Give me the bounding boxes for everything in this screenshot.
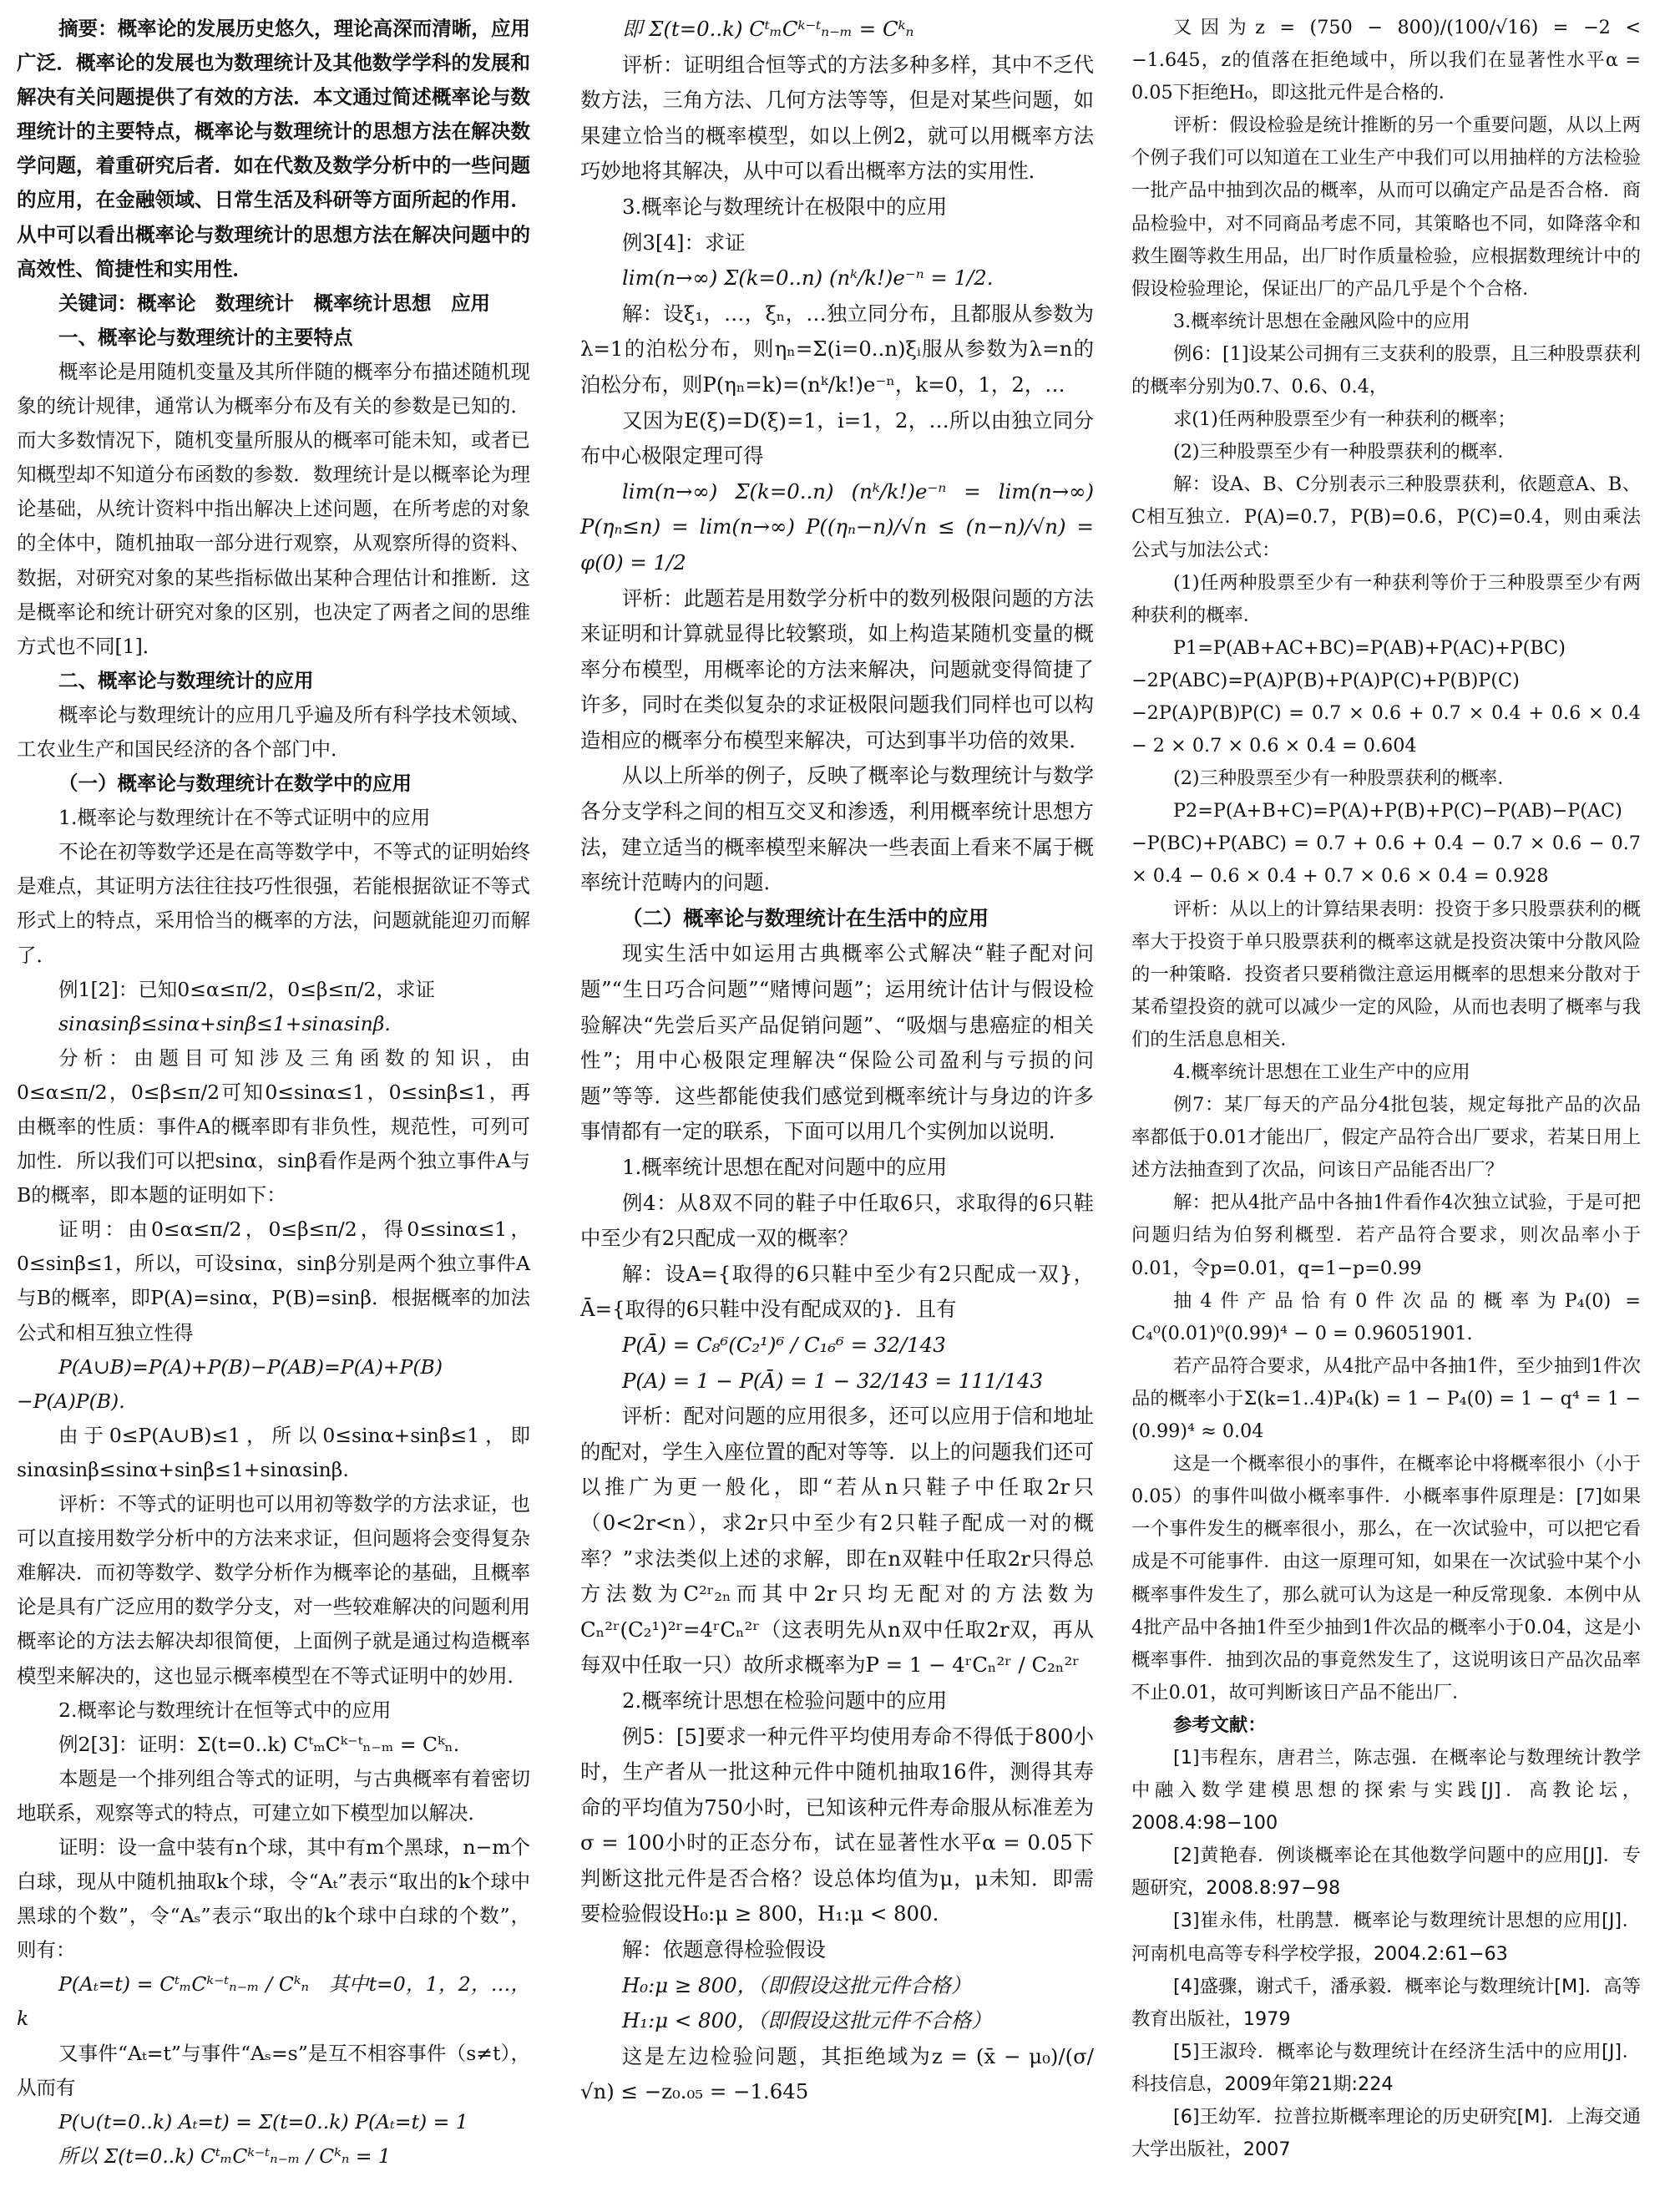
example-7-formula-1: 抽4件产品恰有0件次品的概率为P₄(0) = C₄⁰(0.01)⁰(0.99)⁴ − 0 = 0.96051901. [1131, 1289, 1641, 1344]
topic-6-title: 3.概率统计思想在金融风险中的应用 [1173, 310, 1470, 332]
example-3-comment: 评析：此题若是用数学分析中的数列极限问题的方法来证明和计算就显得比较繁琐，如上构造某随机变量的概率分布模型，用概率论的方法来解决，问题就变得简捷了许多，同时在类似复杂的求证极限问题我们同样也可以构造相应的概率分布模型来解决，可达到事半功倍的效果． [580, 585, 1094, 752]
example-2-paragraph: 本题是一个排列组合等式的证明，与古典概率有着密切地联系，观察等式的特点，可建立如下模型加以解决． [17, 1766, 530, 1825]
section-2-title: 二、概率论与数理统计的应用 [58, 668, 314, 692]
column-1 [17, 0, 530, 2174]
example-3-formula-2: lim(n→∞) Σ(k=0..n) (nᵏ/k!)e⁻ⁿ = lim(n→∞) P(ηₙ≤n) = lim(n→∞) P((ηₙ−n)/√n ≤ (n−n)/√n) = φ(0) = 1/2 [580, 478, 1094, 575]
example-5-h0: H₀:μ ≥ 800，（即假设这批元件合格） [622, 1972, 972, 1997]
reference-item: [2]黄艳春．例谈概率论在其他数学问题中的应用[J]．专题研究，2008.8:97−98 [1131, 1845, 1641, 1900]
topic-1-title: 1.概率论与数理统计在不等式证明中的应用 [58, 806, 431, 830]
summary-paragraph: 从以上所举的例子，反映了概率论与数理统计与数学各分支学科之间的相互交叉和渗透，利用概率统计思想方法，建立适当的概率模型来解决一些表面上看来不属于概率统计范畴内的问题． [580, 763, 1094, 895]
example-6: 例6：[1]设某公司拥有三支获利的股票，且三种股票获利的概率分别为0.7、0.6、0.4， [1131, 342, 1641, 398]
example-6-solution: 解：设A、B、C分别表示三种股票获利，依题意A、B、C相互独立．P(A)=0.7，P(B)=0.6，P(C)=0.4，则由乘法公式与加法公式： [1131, 473, 1641, 561]
topic-4-title: 1.概率统计思想在配对问题中的应用 [622, 1155, 948, 1179]
example-5-comment: 评析：假设检验是统计推断的另一个重要问题，从以上两个例子我们可以知道在工业生产中我们可以用抽样的方法检验一批产品中抽到次品的概率，从而可以确定产品是否合格．商品检验中，对不同商品考虑不同，其策略也不同，如降落伞和救生圈等救生用品，出厂时作质量检验，应根据数理统计中的假设检验理论，保证出厂的产品几乎是个个合格． [1131, 114, 1641, 300]
section-1-paragraph: 概率论是用随机变量及其所伴随的概率分布描述随机现象的统计规律，通常认为概率分布及有关的参数是已知的．而大多数情况下，随机变量所服从的概率可能未知，或者已知概型却不知道分布函数的参数．数理统计是以概率论为理论基础，从统计资料中指出解决上述问题，在所考虑的对象的全体中，随机抽取一部分进行观察，从观察所得的资料、数据，对研究对象的某些指标做出某种合理估计和推断．这是概率论和统计研究对象的区别，也决定了两者之间的思维方式也不同[1]． [17, 359, 530, 658]
example-3-solution-2: 又因为E(ξ)=D(ξ)=1，i=1，2，…所以由独立同分布中心极限定理可得 [580, 407, 1094, 468]
subsection-2-title: （二）概率论与数理统计在生活中的应用 [622, 905, 989, 930]
example-2: 例2[3]：证明：Σ(t=0..k) CᵗₘCᵏ⁻ᵗₙ₋ₘ = Cᵏₙ. [58, 1732, 460, 1756]
section-1-title: 一、概率论与数理统计的主要特点 [58, 325, 353, 349]
example-4-comment: 评析：配对问题的应用很多，还可以应用于信和地址的配对，学生入座位置的配对等等．以上的问题我们还可以推广为更一般化，即“若从n只鞋子中任取2r只（0<2r<n），求2r只中至少有2只鞋子配成一对的概率？”求法类似上述的求解，即在n双鞋中任取2r只得总方法数为C²ʳ₂ₙ而其中2r只均无配对的方法数为Cₙ²ʳ(C₂¹)²ʳ=4ʳCₙ²ʳ（这表明先从n双中任取2r双，再从每双中任取一只）故所求概率为P = 1 − 4ʳCₙ²ʳ / C₂ₙ²ʳ [580, 1404, 1094, 1678]
example-5-rejection-region: 这是左边检验问题，其拒绝域为z = (x̄ − μ₀)/(σ/√n) ≤ −z₀.₀₅ = −1.645 [580, 2043, 1094, 2104]
example-3-formula: lim(n→∞) Σ(k=0..n) (nᵏ/k!)e⁻ⁿ = 1/2. [622, 266, 994, 291]
example-5: 例5：[5]要求一种元件平均使用寿命不得低于800小时，生产者从一批这种元件中随机抽取16件，测得其寿命的平均值为750小时，已知该种元件寿命服从标准差为σ = 100小时的正态分布，试在显著性水平α = 0.05下判断这批元件是否合格？设总体均值为μ，μ未知．即需要检验假设H₀:μ ≥ 800，H₁:μ < 800. [580, 1724, 1094, 1926]
example-2-formula-3: 所以 Σ(t=0..k) CᵗₘCᵏ⁻ᵗₙ₋ₘ / Cᵏₙ = 1 [58, 2144, 391, 2168]
example-7-formula-2: 若产品符合要求，从4批产品中各抽1件，至少抽到1件次品的概率小于Σ(k=1..4)P₄(k) = 1 − P₄(0) = 1 − q⁴ = 1 − (0.99)⁴ ≈ 0.04 [1131, 1354, 1641, 1443]
example-6-solution-1: (1)任两种股票至少有一种获利等价于三种股票至少有两种获利的概率． [1131, 571, 1641, 626]
example-3: 例3[4]：求证 [622, 230, 746, 255]
reference-item: [4]盛骤，谢式千，潘承毅．概率论与数理统计[M]．高等教育出版社，1979 [1131, 1975, 1641, 2030]
example-7: 例7：某厂每天的产品分4批包装，规定每批产品的次品率都低于0.01才能出厂，假定产品符合出厂要求，若某日用上述方法抽查到了次品，问该日产品能否出厂？ [1131, 1094, 1641, 1182]
example-6-formula-2: P2=P(A+B+C)=P(A)+P(B)+P(C)−P(AB)−P(AC)−P(BC)+P(ABC) = 0.7 + 0.6 + 0.4 − 0.7 × 0.6 − 0.7 × 0.4 − 0.6 × 0.4 + 0.7 × 0.6 × 0.4 = 0.928 [1131, 800, 1641, 888]
example-6-comment: 评析：从以上的计算结果表明：投资于多只股票获利的概率大于投资于单只股票获利的概率这就是投资决策中分散风险的一种策略．投资者只要稍微注意运用概率的思想来分散对于某希望投资的就可以减少一定的风险，从而也表明了概率与我们的生活息息相关． [1131, 898, 1641, 1050]
example-2-formula-1: P(Aₜ=t) = CᵗₘCᵏ⁻ᵗₙ₋ₘ / Cᵏₙ 其中t=0，1，2，…，k [17, 1972, 530, 2031]
example-6-formula-1: P1=P(AB+AC+BC)=P(AB)+P(AC)+P(BC)−2P(ABC)=P(A)P(B)+P(A)P(C)+P(B)P(C)−2P(A)P(B)P(C) = 0.7 × 0.6 + 0.7 × 0.4 + 0.6 × 0.4 − 2 × 0.7 × 0.6 × 0.4 = 0.604 [1131, 636, 1641, 757]
example-4: 例4：从8双不同的鞋子中任取6只，求取得的6只鞋中至少有2只配成一双的概率？ [580, 1190, 1094, 1251]
example-4-solution: 解：设A={取得的6只鞋中至少有2只配成一双}，Ā={取得的6只鞋中没有配成双的}．且有 [580, 1261, 1094, 1322]
example-5-h1: H₁:μ < 800，（即假设这批元件不合格） [622, 2008, 992, 2033]
example-7-comment: 这是一个概率很小的事件，在概率论中将概率很小（小于0.05）的事件叫做小概率事件．小概率事件原理是：[7]如果一个事件发生的概率很小，那么，在一次试验中，可以把它看成是不可能事件．由这一原理可知，如果在一次试验中某个小概率事件发生了，那么就可认为这是一种反常现象．本例中从4批产品中各抽1件至少抽到1件次品的概率小于0.04，这是小概率事件．抽到次品的事竟然发生了，这说明该日产品次品率不止0.01，故可判断该日产品不能出厂． [1131, 1453, 1641, 1703]
example-7-solution: 解：把从4批产品中各抽1件看作4次独立试验，于是可把问题归结为伯努利概型．若产品符合要求，则次品率小于0.01，令p=0.01，q=1−p=0.99 [1131, 1192, 1641, 1279]
example-3-solution: 解：设ξ₁，…，ξₙ，…独立同分布，且都服从参数为λ=1的泊松分布，则ηₙ=Σ(i=0..n)ξᵢ服从参数为λ=n的泊松分布，则P(ηₙ=k)=(nᵏ/k!)e⁻ⁿ，k=0，1，2，… [580, 301, 1094, 397]
example-4-formula-2: P(A) = 1 − P(Ā) = 1 − 32/143 = 111/143 [622, 1368, 1043, 1393]
example-2-proof: 证明：设一盒中装有n个球，其中有m个黑球，n−m个白球，现从中随机抽取k个球，令“Aₜ”表示“取出的k个球中黑球的个数”，令“Aₛ”表示“取出的k个球中白球的个数”，则有： [17, 1835, 530, 1962]
example-2-paragraph-2: 又事件“Aₜ=t”与事件“Aₛ=s”是互不相容事件（s≠t），从而有 [17, 2041, 530, 2099]
reference-item: [3]崔永伟，杜鹃慧．概率论与数理统计思想的应用[J]．河南机电高等专科学校学报，2004.2:61−63 [1131, 1910, 1641, 1965]
reference-item: [1]韦程东，唐君兰，陈志强．在概率论与数理统计教学中融入数学建模思想的探索与实践[J]．高教论坛，2008.4:98−100 [1131, 1746, 1641, 1835]
reference-item: [5]王淑玲．概率论与数理统计在经济生活中的应用[J]．科技信息，2009年第21期:224 [1131, 2040, 1641, 2095]
section-2-paragraph: 概率论与数理统计的应用几乎遍及所有科学技术领域、工农业生产和国民经济的各个部门中． [17, 702, 530, 761]
example-1-formula-3: 由于0≤P(A∪B)≤1，所以0≤sinα+sinβ≤1，即sinαsinβ≤sinα+sinβ≤1+sinαsinβ. [17, 1423, 530, 1481]
example-2-comment: 评析：证明组合恒等式的方法多种多样，其中不乏代数方法，三角方法、几何方法等等，但是对某些问题，如果建立恰当的概率模型，如以上例2，就可以用概率方法巧妙地将其解决，从中可以看出概率方法的实用性． [580, 52, 1094, 184]
example-1-formula: sinαsinβ≤sinα+sinβ≤1+sinαsinβ. [58, 1011, 391, 1035]
references-title: 参考文献： [1173, 1713, 1267, 1736]
example-4-formula-1: P(Ā) = C₈⁶(C₂¹)⁶ / C₁₆⁶ = 32/143 [622, 1332, 946, 1357]
example-1: 例1[2]：已知0≤α≤π/2，0≤β≤π/2，求证 [58, 977, 435, 1001]
topic-2-title: 2.概率论与数理统计在恒等式中的应用 [58, 1698, 392, 1722]
example-5-solution: 解：依题意得检验假设 [622, 1937, 826, 1962]
abstract: 摘要：概率论的发展历史悠久，理论高深而清晰，应用广泛．概率论的发展也为数理统计及其他数学学科的发展和解决有关问题提供了有效的方法．本文通过简述概率论与数理统计的主要特点，概率论与数理统计的思想方法在解决数学问题，着重研究后者．如在代数及数学分析中的一些问题的应用，在金融领域、日常生活及科研等方面所起的作用．从中可以看出概率论与数理统计的思想方法在解决问题中的高效性、简捷性和实用性． [17, 17, 530, 281]
column-3 [1131, 0, 1641, 2166]
example-1-proof: 证明：由0≤α≤π/2，0≤β≤π/2，得0≤sinα≤1，0≤sinβ≤1，所以，可设sinα，sinβ分别是两个独立事件A与B的概率，即P(A)=sinα，P(B)=sinβ．根据概率的加法公式和相互独立性得 [17, 1217, 530, 1344]
example-2-formula-2: P(∪(t=0..k) Aₜ=t) = Σ(t=0..k) P(Aₜ=t) = 1 [58, 2109, 468, 2134]
example-5-z-value: 又因为z = (750 − 800)/(100/√16) = −2 < −1.645，z的值落在拒绝域中，所以我们在显著性水平α = 0.05下拒绝H₀，即这批元件是合格的． [1131, 17, 1641, 104]
topic-1-paragraph: 不论在初等数学还是在高等数学中，不等式的证明始终是难点，其证明方法往往技巧性很强，若能根据欲证不等式形式上的特点，采用恰当的概率的方法，问题就能迎刃而解了． [17, 840, 530, 967]
example-1-formula-2: P(A∪B)=P(A)+P(B)−P(AB)=P(A)+P(B)−P(A)P(B). [17, 1354, 443, 1413]
topic-3-title: 3.概率论与数理统计在极限中的应用 [622, 194, 948, 219]
example-1-comment: 评析：不等式的证明也可以用初等数学的方法求证，也可以直接用数学分析中的方法来求证，但问题将会变得复杂难解决．而初等数学、数学分析作为概率论的基础，且概率论是具有广泛应用的数学分支，对一些较难解决的问题利用概率论的方法去解决却很简便，上面例子就是通过构造概率模型来解决的，这也显示概率模型在不等式证明中的妙用． [17, 1492, 530, 1688]
topic-5-title: 2.概率统计思想在检验问题中的应用 [622, 1688, 948, 1713]
keywords: 关键词：概率论 数理统计 概率统计思想 应用 [58, 291, 490, 315]
example-6-question-2: (2)三种股票至少有一种股票获利的概率． [1173, 441, 1516, 463]
example-2-formula-4: 即 Σ(t=0..k) CᵗₘCᵏ⁻ᵗₙ₋ₘ = Cᵏₙ [622, 17, 914, 41]
example-6-question-1: 求(1)任两种股票至少有一种获利的概率； [1173, 408, 1516, 431]
example-6-solution-2: (2)三种股票至少有一种股票获利的概率． [1173, 767, 1516, 790]
column-2 [580, 0, 1094, 2110]
reference-item: [6]王幼军．拉普拉斯概率理论的历史研究[M]．上海交通大学出版社，2007 [1131, 2106, 1641, 2161]
example-1-analysis: 分析：由题目可知涉及三角函数的知识，由0≤α≤π/2，0≤β≤π/2可知0≤sinα≤1，0≤sinβ≤1，再由概率的性质：事件A的概率即有非负性，规范性，可列可加性．所以我们可以把sinα，sinβ看作是两个独立事件A与B的概率，即本题的证明如下： [17, 1045, 530, 1207]
topic-7-title: 4.概率统计思想在工业生产中的应用 [1173, 1061, 1470, 1083]
life-paragraph: 现实生活中如运用古典概率公式解决“鞋子配对问题”“生日巧合问题”“赌博问题”；运用统计估计与假设检验解决“先尝后买产品促销问题”、“吸烟与患癌症的相关性”；用中心极限定理解决“保险公司盈利与亏损的问题”等等．这些都能使我们感觉到概率统计与身边的许多事情都有一定的联系，下面可以用几个实例加以说明． [580, 941, 1094, 1144]
subsection-1-title: （一）概率论与数理统计在数学中的应用 [58, 772, 412, 796]
